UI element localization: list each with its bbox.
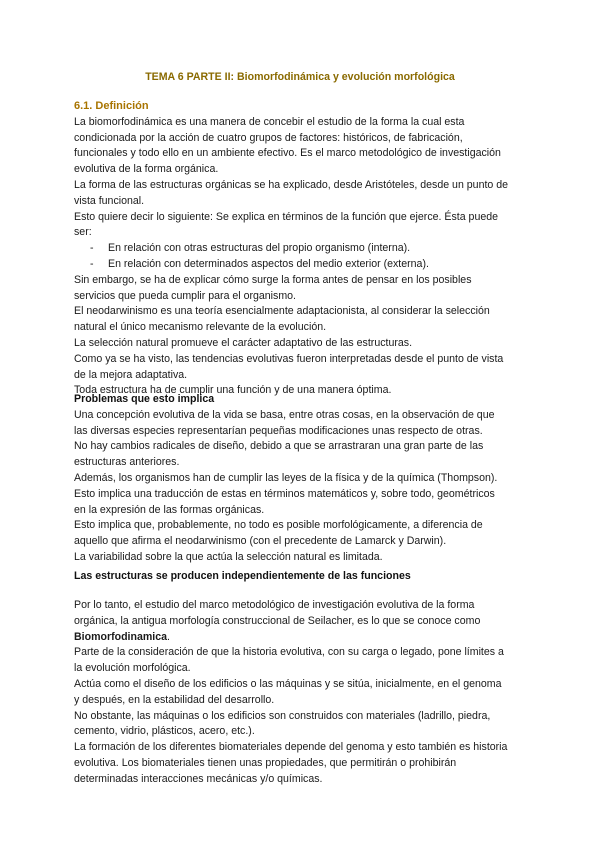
paragraph-line: Por lo tanto, el estudio del marco metodológico de investigación evolutiva de la forma (74, 599, 475, 611)
paragraph-line: vista funcional. (74, 194, 145, 207)
paragraph-line: La selección natural promueve el carácter adaptativo de las estructuras. (74, 336, 413, 349)
list-bullet: - (90, 242, 94, 255)
paragraph-line: determinadas interacciones mecánicas y/o químicas. (74, 772, 323, 785)
paragraph-line: evolutiva. Los biomateriales tienen unas propiedades, que permitirán o prohibirán (74, 756, 457, 769)
paragraph-line: La forma de las estructuras orgánicas se ha explicado, desde Aristóteles, desde un punto de (74, 178, 509, 191)
paragraph-line: aquello que afirma el neodarwinismo (con el precedente de Lamarck y Darwin). (74, 535, 447, 548)
paragraph-line: funcionales y todo ello en un ambiente efectivo. Es el marco metodológico de investigación (74, 147, 501, 160)
paragraph-line (74, 630, 544, 646)
paragraph-line: natural el único mecanismo relevante de la evolución. (74, 321, 327, 334)
section-heading-estructuras: Las estructuras se producen independientemente de las funciones (74, 570, 411, 582)
section-heading-problemas: Problemas que esto implica (74, 393, 215, 405)
section-heading-definicion: 6.1. Definición (74, 100, 149, 112)
paragraph-line: La biomorfodinámica es una manera de concebir el estudio de la forma la cual esta (74, 115, 465, 128)
paragraph-line: Esto implica que, probablemente, no todo es posible morfológicamente, a diferencia de (74, 519, 483, 532)
paragraph-line: evolutiva de la forma orgánica. (74, 163, 219, 176)
paragraph-line: ser: (74, 226, 92, 239)
paragraph-line: El neodarwinismo es una teoría esencialmente adaptacionista, al considerar la selección (74, 305, 490, 318)
paragraph-line: Actúa como el diseño de los edificios o las máquinas y se sitúa, inicialmente, en el genoma (74, 677, 502, 690)
paragraph-line: No hay cambios radicales de diseño, debido a que se arrastraran una gran parte de las (74, 440, 484, 453)
paragraph-line: de la mejora adaptativa. (74, 368, 188, 381)
list-item-text: En relación con otras estructuras del propio organismo (interna). (108, 242, 411, 255)
paragraph-line: estructuras anteriores. (74, 456, 180, 469)
paragraph-line: Toda estructura ha de cumplir una función y de una manera óptima. (74, 384, 392, 397)
term-punctuation: . (167, 630, 170, 643)
list-item-text: En relación con determinados aspectos del medio exterior (externa). (108, 257, 429, 270)
list-item (74, 257, 544, 273)
paragraph-line: Esto implica una traducción de estas en términos matemáticos y, sobre todo, geométricos (74, 487, 495, 500)
paragraph-line: y después, en la estabilidad del desarrollo. (74, 693, 275, 706)
paragraph-line: las diversas especies representarían pequeñas modificaciones unas respecto de otras. (74, 424, 483, 437)
paragraph-line: Esto quiere decir lo siguiente: Se explica en términos de la función que ejerce. Ésta puede (74, 210, 499, 223)
section-estructuras-body (74, 598, 544, 788)
paragraph-line: Parte de la consideración de que la historia evolutiva, con su carga o legado, pone límites a (74, 646, 504, 659)
paragraph-line: en la expresión de las formas orgánicas. (74, 503, 265, 516)
paragraph-line: orgánica, la antigua morfología construccional de Seilacher, es lo que se conoce como (74, 614, 481, 627)
paragraph-line: la evolución morfológica. (74, 662, 191, 675)
paragraph-line: cemento, vidrio, plásticos, acero, etc.). (74, 725, 255, 738)
paragraph-line: La variabilidad sobre la que actúa la selección natural es limitada. (74, 550, 383, 563)
section-problemas (74, 392, 544, 566)
section-estructuras-heading (74, 569, 544, 585)
paragraph-line: servicios que pueda cumplir para el organismo. (74, 289, 296, 302)
paragraph-line: condicionada por la acción de cuatro grupos de factores: históricos, de fabricación, (74, 131, 463, 144)
list-item (74, 241, 544, 257)
paragraph-line: Una concepción evolutiva de la vida se basa, entre otras cosas, en la observación de que (74, 408, 495, 421)
paragraph-line: Además, los organismos han de cumplir las leyes de la física y de la química (Thompson). (74, 471, 498, 484)
list-bullet: - (90, 257, 94, 270)
paragraph-line: Sin embargo, se ha de explicar cómo surge la forma antes de pensar en los posibles (74, 273, 472, 286)
section-definicion (74, 99, 544, 399)
paragraph-line: La formación de los diferentes biomateriales depende del genoma y esto también es historia (74, 741, 508, 754)
term-biomorfodinamica: Biomorfodinamica (74, 630, 168, 643)
document-title: TEMA 6 PARTE II: Biomorfodinámica y evolución morfológica (145, 71, 455, 83)
paragraph-line: Como ya se ha visto, las tendencias evolutivas fueron interpretadas desde el punto de vista (74, 352, 504, 365)
paragraph-line: No obstante, las máquinas o los edificios son construidos con materiales (ladrillo, piedra, (74, 709, 491, 722)
